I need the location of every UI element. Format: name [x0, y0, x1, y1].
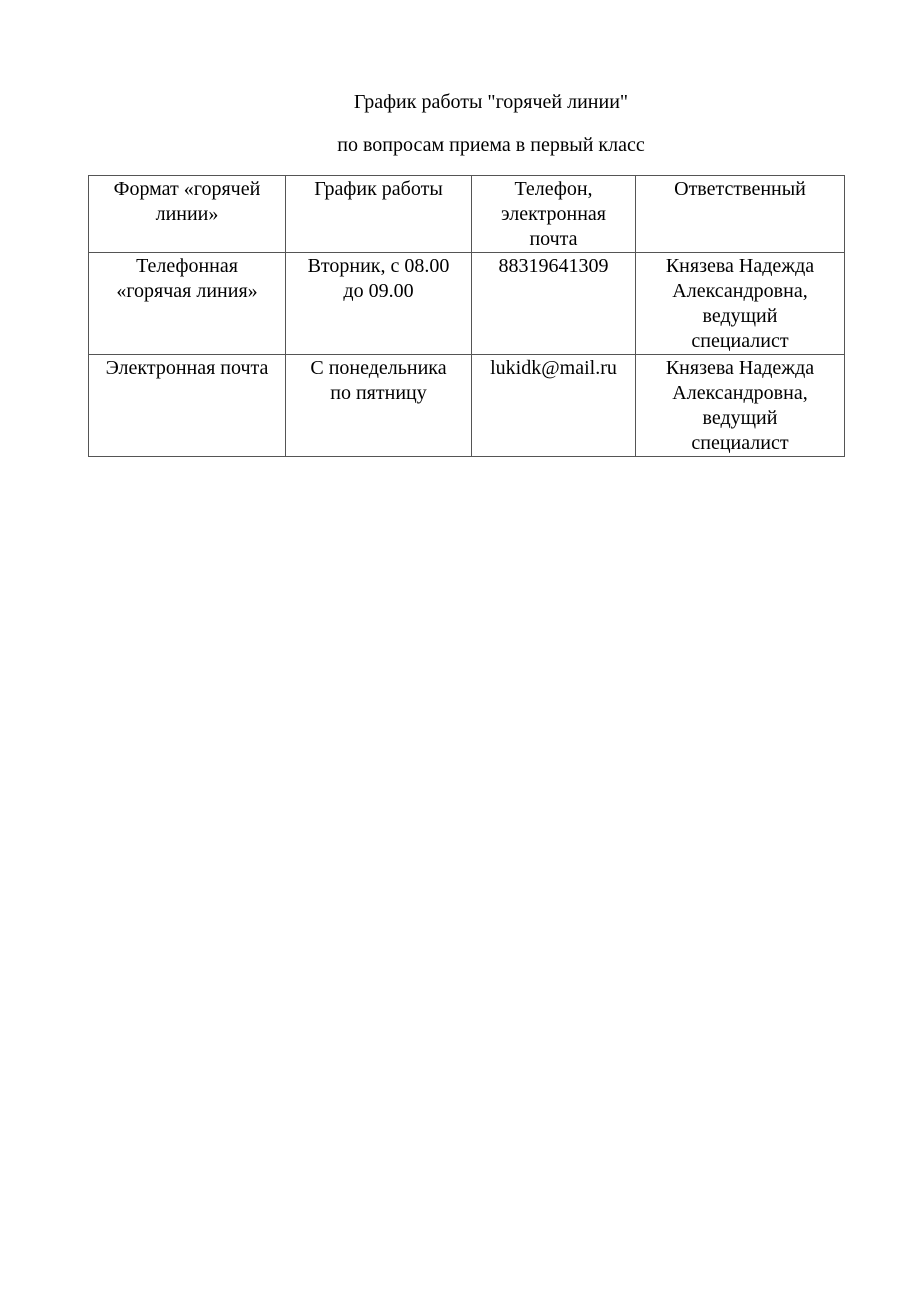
header-format: Формат «горячей линии»: [89, 176, 286, 253]
document-title: График работы "горячей линии": [353, 91, 629, 113]
cell-schedule: С понедельника по пятницу: [286, 355, 472, 457]
cell-phone: 88319641309: [472, 253, 636, 355]
table-row: [89, 355, 845, 457]
cell-email[interactable]: lukidk@mail.ru: [472, 355, 636, 457]
cell-responsible: Князева Надежда Александровна, ведущий специалист: [636, 253, 845, 355]
hotline-schedule-table: [88, 175, 845, 457]
document-subtitle: по вопросам приема в первый класс: [337, 134, 645, 156]
table-row: [89, 253, 845, 355]
table-header-row: [89, 176, 845, 253]
cell-format: Электронная почта: [89, 355, 286, 457]
cell-responsible: Князева Надежда Александровна, ведущий специалист: [636, 355, 845, 457]
header-contact: Телефон, электронная почта: [472, 176, 636, 253]
cell-format: Телефонная «горячая линия»: [89, 253, 286, 355]
header-schedule: График работы: [286, 176, 472, 253]
header-responsible: Ответственный: [636, 176, 845, 253]
cell-schedule: Вторник, с 08.00 до 09.00: [286, 253, 472, 355]
